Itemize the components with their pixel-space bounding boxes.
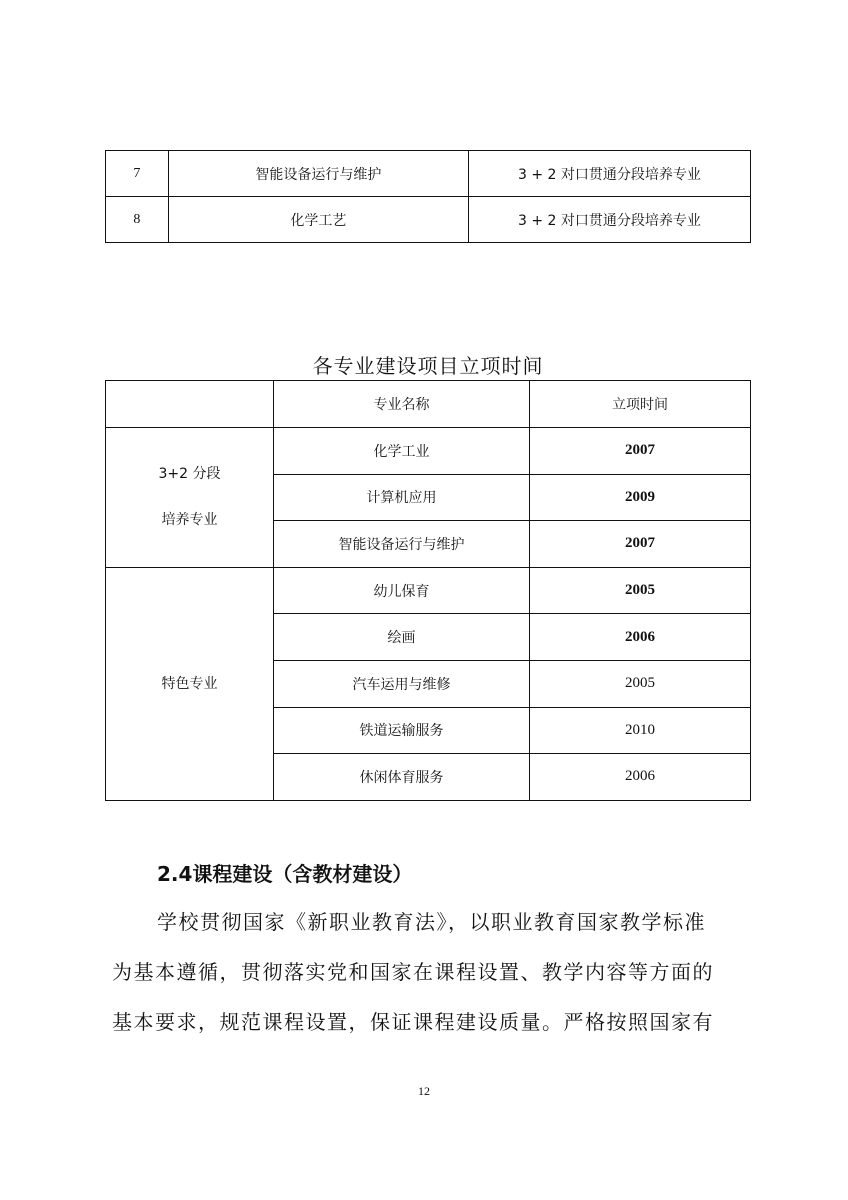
major-name: 铁道运输服务 xyxy=(274,707,530,754)
table-row xyxy=(106,151,751,197)
major-type: 3 + 2 对口贯通分段培养专业 xyxy=(468,197,750,243)
header-approval-year: 立项时间 xyxy=(530,381,751,428)
major-project-table xyxy=(105,380,751,801)
approval-year: 2007 xyxy=(530,428,751,475)
approval-year: 2005 xyxy=(530,660,751,707)
table-row xyxy=(106,197,751,243)
row-number: 7 xyxy=(106,151,169,197)
major-type: 3 + 2 对口贯通分段培养专业 xyxy=(468,151,750,197)
group-label-featured: 特色专业 xyxy=(106,567,274,800)
approval-year: 2010 xyxy=(530,707,751,754)
continued-major-table xyxy=(105,150,751,243)
section-number: 2.4 xyxy=(157,862,193,886)
section-heading xyxy=(157,858,412,887)
table-row xyxy=(106,428,751,475)
approval-year: 2007 xyxy=(530,521,751,568)
paragraph-line: 为基本遵循，贯彻落实党和国家在课程设置、教学内容等方面的 xyxy=(112,960,714,984)
table-title: 各专业建设项目立项时间 xyxy=(312,354,544,378)
major-name: 计算机应用 xyxy=(274,474,530,521)
group-label-3plus2 xyxy=(106,428,274,568)
approval-year: 2005 xyxy=(530,567,751,614)
approval-year: 2006 xyxy=(530,754,751,801)
page-number: 12 xyxy=(418,1084,430,1098)
header-group xyxy=(106,381,274,428)
paragraph-line: 基本要求，规范课程设置，保证课程建设质量。严格按照国家有 xyxy=(112,1010,714,1034)
paragraph-line: 学校贯彻国家《新职业教育法》，以职业教育国家教学标准 xyxy=(157,910,706,934)
major-name: 绘画 xyxy=(274,614,530,661)
major-name: 化学工艺 xyxy=(168,197,468,243)
major-name: 汽车运用与维修 xyxy=(274,660,530,707)
major-name: 休闲体育服务 xyxy=(274,754,530,801)
table-header-row xyxy=(106,381,751,428)
row-number: 8 xyxy=(106,197,169,243)
major-name: 幼儿保育 xyxy=(274,567,530,614)
header-major-name: 专业名称 xyxy=(274,381,530,428)
section-title: 课程建设（含教材建设） xyxy=(192,862,413,886)
major-name: 智能设备运行与维护 xyxy=(168,151,468,197)
approval-year: 2006 xyxy=(530,614,751,661)
approval-year: 2009 xyxy=(530,474,751,521)
major-name: 化学工业 xyxy=(274,428,530,475)
group-label-line: 3+2 分段 xyxy=(158,466,221,483)
table-row xyxy=(106,567,751,614)
major-name: 智能设备运行与维护 xyxy=(274,521,530,568)
group-label-line: 培养专业 xyxy=(161,512,218,529)
